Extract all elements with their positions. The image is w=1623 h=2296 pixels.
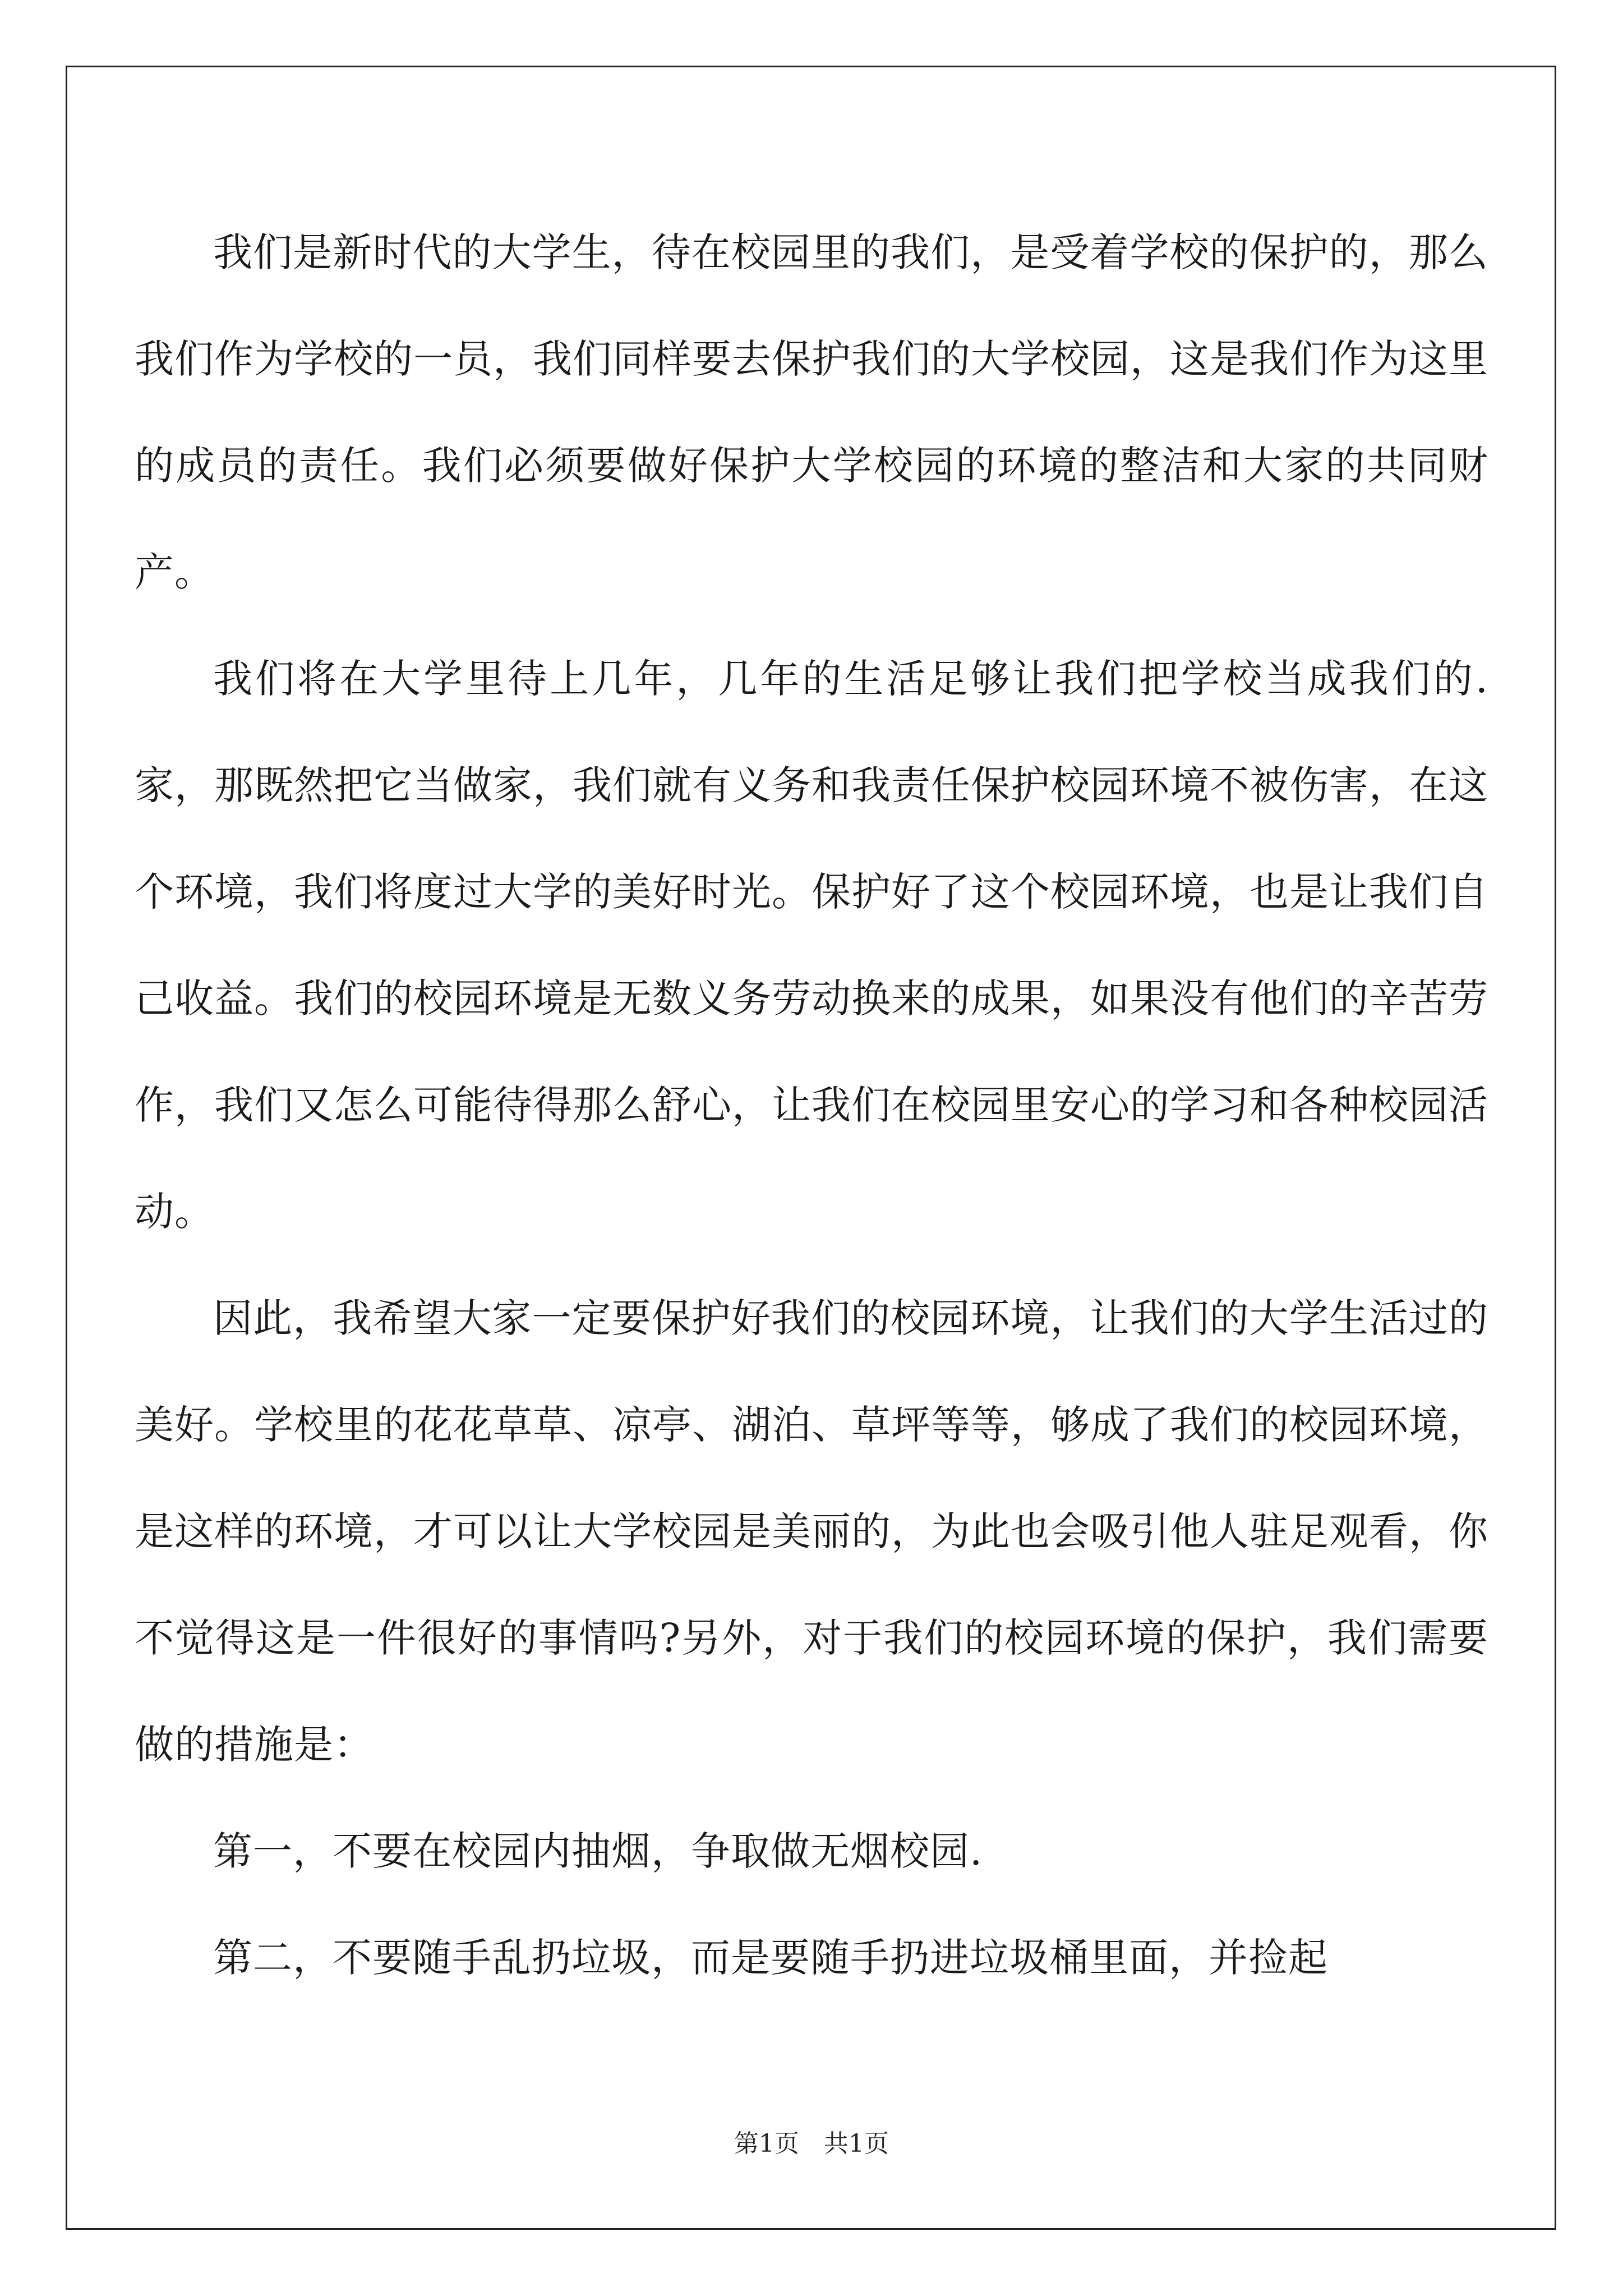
document-body <box>135 199 1488 2011</box>
paragraph-4: 第一，不要在校园内抽烟，争取做无烟校园. <box>213 1828 983 1874</box>
paragraph-3: 因此，我希望大家一定要保护好我们的校园环境，让我们的大学生活过的美好。学校里的花花草草、凉亭、湖泊、草坪等等，够成了我们的校园环境，是这样的环境，才可以让大学校园是美丽的，为此也会吸引他人驻足观看，你不觉得这是一件很好的事情吗?另外，对于我们的校园环境的保护，我们需要做的措施是： <box>135 1295 1488 1768</box>
page-number: 第1页 共1页 <box>734 2129 889 2158</box>
paragraph-2: 我们将在大学里待上几年，几年的生活足够让我们把学校当成我们的.家，那既然把它当做家，我们就有义务和我责任保护校园环境不被伤害，在这个环境，我们将度过大学的美好时光。保护好了这个校园环境，也是让我们自己收益。我们的校园环境是无数义务劳动换来的成果，如果没有他们的辛苦劳作，我们又怎么可能待得那么舒心，让我们在校园里安心的学习和各种校园活动。 <box>135 656 1488 1235</box>
paragraph-1: 我们是新时代的大学生，待在校园里的我们，是受着学校的保护的，那么我们作为学校的一员，我们同样要去保护我们的大学校园，这是我们作为这里的成员的责任。我们必须要做好保护大学校园的环境的整洁和大家的共同财产。 <box>135 229 1488 595</box>
paragraph-5: 第二，不要随手乱扔垃圾，而是要随手扔进垃圾桶里面，并捡起 <box>213 1935 1328 1981</box>
